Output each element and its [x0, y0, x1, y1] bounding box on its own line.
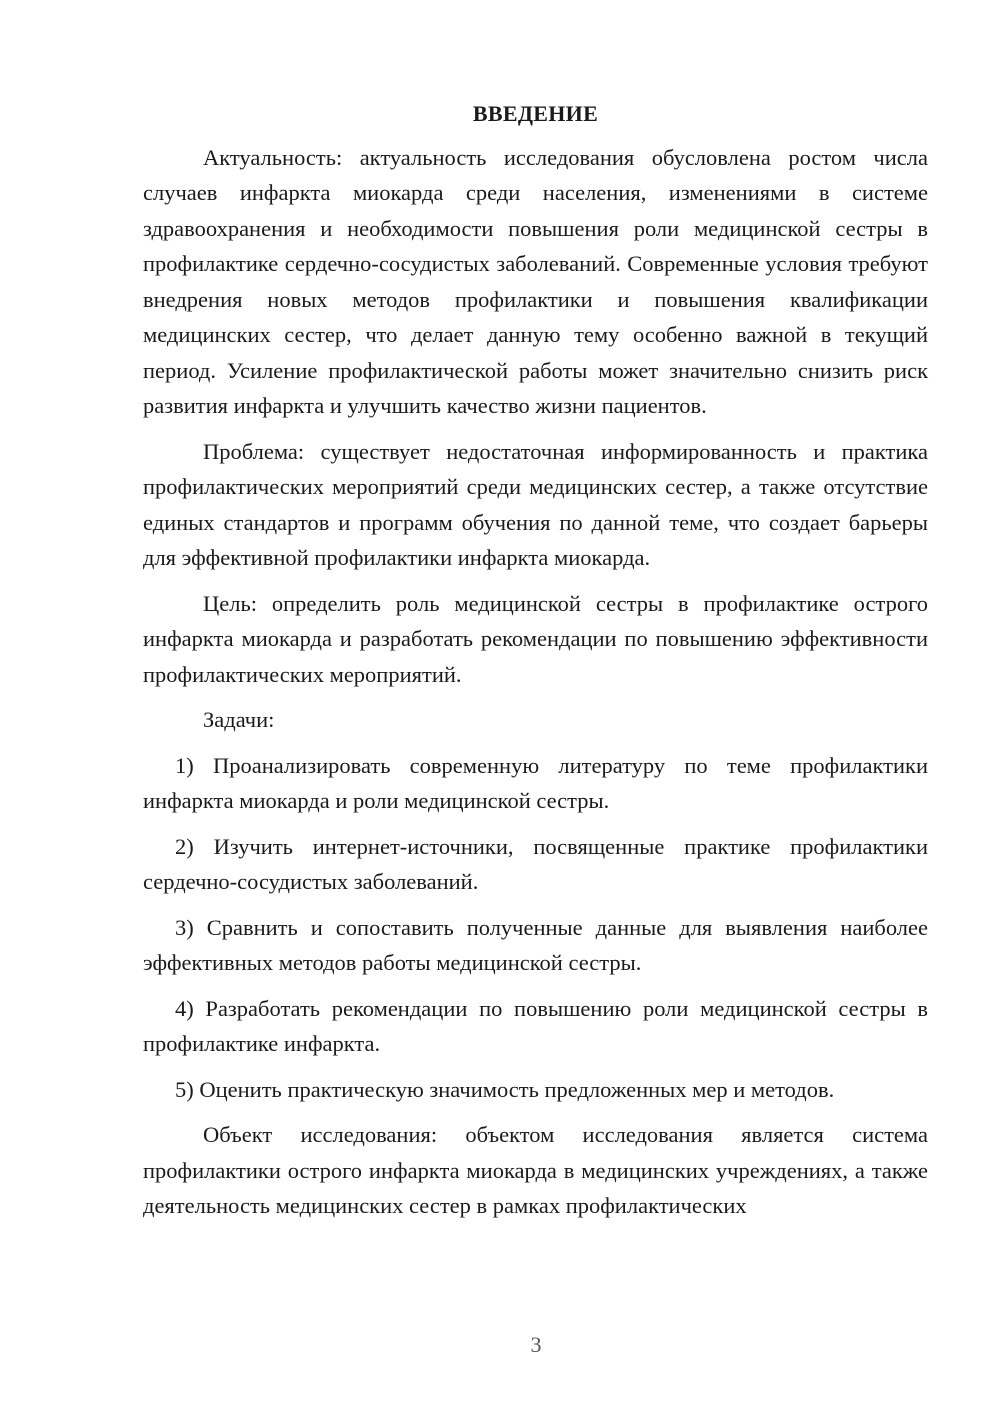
task-item-2: 2) Изучить интернет-источники, посвященные практике профилактики сердечно-сосудистых заболеваний. — [143, 833, 928, 894]
task-item-5: 5) Оценить практическую значимость предложенных мер и методов. — [175, 1076, 835, 1102]
page-content — [143, 96, 928, 1234]
tasks-label: Задачи: — [203, 707, 275, 732]
task-item-1: 1) Проанализировать современную литературу по теме профилактики инфаркта миокарда и роли медицинской сестры. — [143, 752, 928, 813]
section-heading: ВВЕДЕНИЕ — [472, 101, 599, 126]
paragraph-goal: Цель: определить роль медицинской сестры в профилактике острого инфаркта миокарда и разработать рекомендации по повышению эффективности профилактических мероприятий. — [143, 590, 928, 687]
page-number: 3 — [530, 1332, 542, 1357]
paragraph-relevance: Актуальность: актуальность исследования обусловлена ростом числа случаев инфаркта миокарда среди населения, изменениями в системе здравоохранения и необходимости повышения роли медицинской сестры в профилактике сердечно-сосудистых заболеваний. Современные условия требуют внедрения новых методов профилактики и повышения квалификации медицинских сестер, что делает данную тему особенно важной в текущий период. Усиление профилактической работы может значительно снизить риск развития инфаркта и улучшить качество жизни пациентов. — [143, 144, 928, 418]
task-item-3: 3) Сравнить и сопоставить полученные данные для выявления наиболее эффективных методов работы медицинской сестры. — [143, 914, 928, 975]
paragraph-problem: Проблема: существует недостаточная информированность и практика профилактических мероприятий среди медицинских сестер, а также отсутствие единых стандартов и программ обучения по данной теме, что создает барьеры для эффективной профилактики инфаркта миокарда. — [143, 438, 928, 570]
task-item-4: 4) Разработать рекомендации по повышению роли медицинской сестры в профилактике инфаркта. — [143, 995, 928, 1056]
paragraph-object: Объект исследования: объектом исследования является система профилактики острого инфаркта миокарда в медицинских учреждениях, а также деятельность медицинских сестер в рамках профилактических — [143, 1122, 928, 1218]
